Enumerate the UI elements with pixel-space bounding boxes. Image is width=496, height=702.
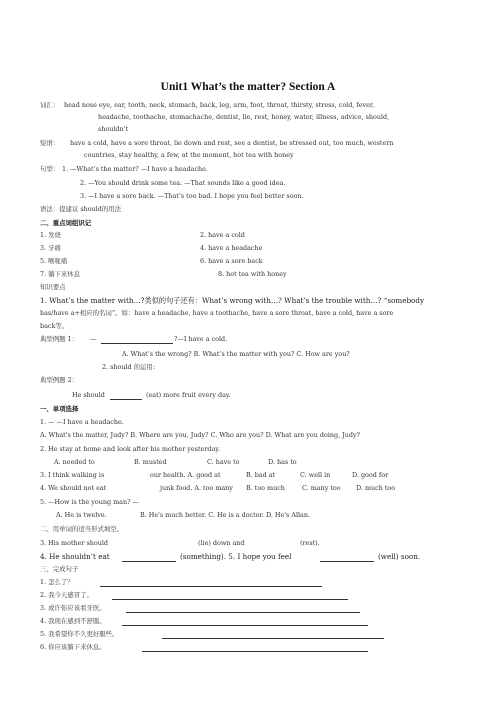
section-heading-fill: 二、用单词的适当形式填空。 (40, 525, 124, 533)
phrase-item-left: 1. 发烧 (40, 231, 61, 239)
fill-q5-blank (320, 561, 374, 562)
phrase-item-left: 3. 牙痛 (40, 244, 61, 252)
knowledge-heading: 知识要点 (40, 283, 66, 291)
knowledge-para-1: 1. What’s the matter with…?类似的句子还有：What’s wrong with…? What’s the trouble with…? “somebody (40, 296, 425, 305)
phrase-item-right: 6. have a sore back (200, 257, 263, 265)
choice-q3-option-c: C. well in (300, 471, 331, 479)
fill-q3-stem: 3. His mother should (40, 539, 109, 547)
should-usage-line: 2. should 的运用: (102, 363, 155, 371)
complete-answer-line (126, 612, 360, 613)
phrase-item-right: 2. have a cold (200, 231, 245, 239)
complete-item: 1. 怎么了？ (40, 578, 74, 586)
example-2-blank (110, 399, 142, 400)
choice-q4-option-d: D. much too (356, 484, 396, 492)
vocab-line-2: headache, toothache, stomachache, dentist, lie, rest, honey, water, illness, advice, should, (98, 113, 390, 121)
example-1-dash: — (90, 335, 97, 343)
sentence-2: 2. —You should drink some tea. —That sounds like a good idea. (80, 179, 286, 187)
phrases-line-2: countries, stay healthy, a few, at the moment, hot tea with honey (84, 151, 294, 159)
example-1-answer: ?—I have a cold. (174, 335, 228, 343)
fill-q4-stem: 4. He shouldn’t eat (40, 552, 110, 561)
fill-q4-blank (122, 561, 176, 562)
knowledge-para-2: has/have a+相应的名词”。如：have a headache, have a toothache, have a sore throat, have a cold, have a sore (40, 309, 394, 317)
choice-q2-option-a: A. needed to (54, 458, 95, 466)
choice-q2: 2. He stay at home and look after his mother yesterday. (40, 445, 221, 453)
sentence-3: 3. —I have a sore back. —That’s too bad. I hope you feel better soon. (80, 192, 304, 200)
fill-q4-mid: (something). 5. I hope you feel (180, 552, 292, 561)
knowledge-para-3: back等。 (40, 322, 69, 330)
phrases-label: 短语： (40, 139, 60, 147)
choice-q3-option-d: D. good for (352, 471, 389, 479)
choice-q5-options-bcd: B. He's much better. C. He is a doctor. D. He's Allan. (140, 511, 310, 519)
choice-q2-option-c: C. have to (207, 458, 240, 466)
example-1-label: 典型例题 1： (40, 335, 79, 343)
vocab-label: 词汇： (40, 101, 60, 109)
vocab-line-1: head nose eye, ear, tooth, neck, stomach, back, leg, arm, foot, throat, thirsty, stress, cold, fever, (64, 101, 375, 109)
choice-q4-stem: 4. We should not eat (40, 484, 107, 492)
sentence-1: 1. —What’s the matter? —I have a headache. (62, 165, 208, 173)
sentences-label: 句型： (40, 165, 60, 173)
complete-answer-line (142, 651, 368, 652)
choice-q5-option-a: A. He is twelve. (56, 511, 107, 519)
complete-answer-line (122, 625, 368, 626)
vocab-line-3: shouldn’t (98, 125, 129, 133)
phrase-item-left: 5. 喉咙痛 (40, 257, 68, 265)
example-2-stem: He should (72, 391, 105, 399)
choice-q4-option-a: junk food. A. too many (160, 484, 233, 492)
choice-q2-option-b: B. musted (134, 458, 167, 466)
complete-item: 5. 我希望你不久更好服些。 (40, 630, 119, 638)
choice-q3-stem: 3. I think walking is (40, 471, 105, 479)
phrases-line-1: have a cold, have a sore throat, lie down and rest, see a dentist, be stressed out, too much, western (70, 139, 394, 147)
example-2-tail: (eat) more fruit every day. (146, 391, 231, 399)
complete-item: 3. 或许你应该看牙医。 (40, 604, 106, 612)
choice-q5: 5. —How is the young man? — (40, 498, 139, 506)
complete-item: 6. 你应该躺下来休息。 (40, 643, 106, 651)
section-heading-choice: 一、单项选择 (40, 405, 79, 413)
section-heading-phrases: 二、重点词组识记 (40, 219, 92, 227)
choice-q4-option-b: B. too much (246, 484, 285, 492)
choice-q3-option-a: our health. A. good at (150, 471, 221, 479)
phrase-item-right: 4. have a headache (200, 244, 263, 252)
example-1-options: A. What’s the wrong? B. What’s the matter with you? C. How are you? (122, 350, 350, 358)
choice-q1-options: A. What's the matter, Judy? B. Where are you, Judy? C. Who are you? D. What are you doing, Judy? (40, 431, 360, 439)
fill-q3-tail: (rest). (300, 539, 320, 547)
section-heading-complete: 三、完成句子 (40, 565, 79, 573)
phrase-item-left: 7. 躺下来休息 (40, 270, 81, 278)
complete-answer-line (112, 599, 348, 600)
choice-q3-option-b: B. bad at (246, 471, 276, 479)
example-2-label: 典型例题 2： (40, 376, 79, 384)
grammar-line: 语法：提建议 should的用法 (40, 205, 122, 213)
page-title: Unit1 What’s the matter? Section A (160, 81, 336, 93)
example-1-blank (101, 343, 173, 344)
choice-q1: 1. — —I have a headache. (40, 418, 124, 426)
complete-answer-line (100, 586, 322, 587)
phrase-item-right: 8. hot tea with honey (218, 270, 287, 278)
complete-item: 4. 我现在感到不舒服。 (40, 617, 106, 625)
complete-answer-line (162, 638, 384, 639)
choice-q4-option-c: C. many too (302, 484, 341, 492)
choice-q2-option-d: D. has to (268, 458, 297, 466)
fill-q5-tail: (well) soon. (378, 552, 421, 561)
complete-item: 2. 我今天感冒了。 (40, 591, 93, 599)
fill-q3-mid: (lie) down and (198, 539, 245, 547)
